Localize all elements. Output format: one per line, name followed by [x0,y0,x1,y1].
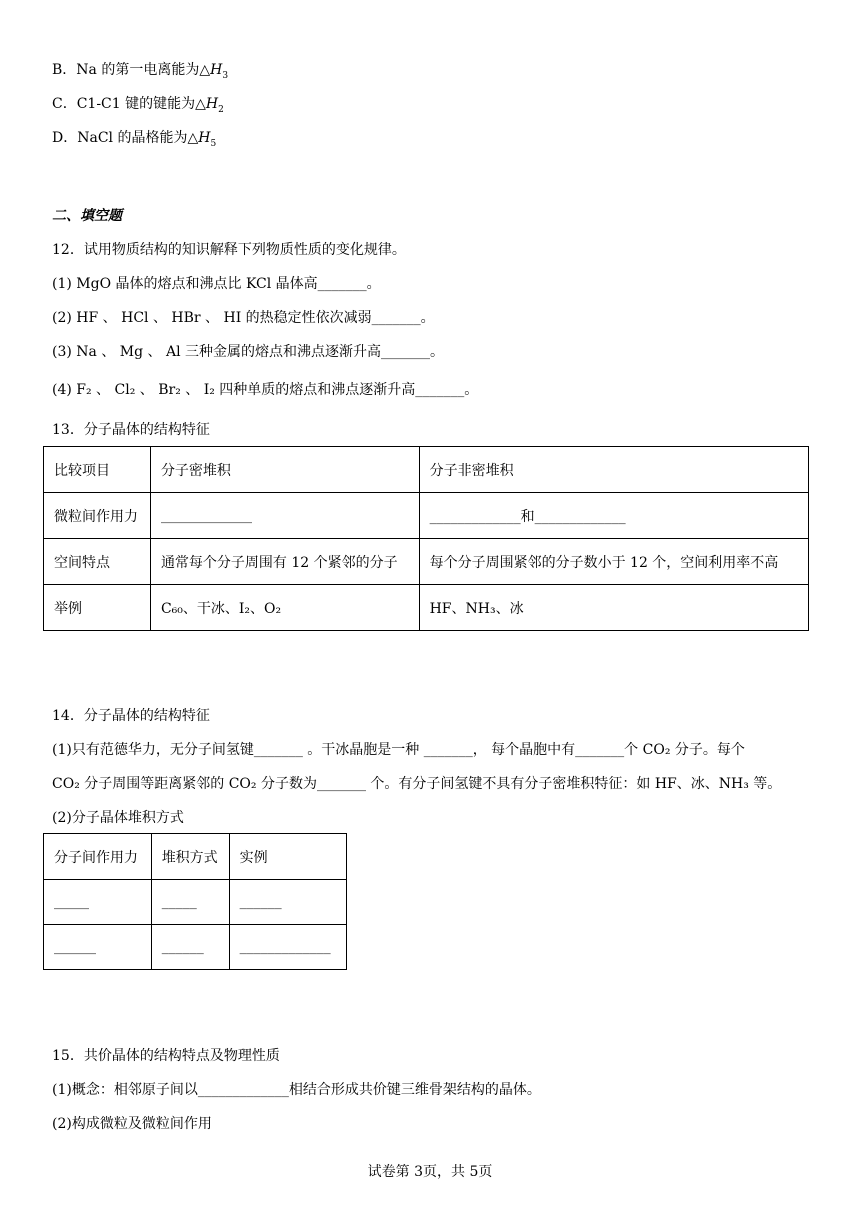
table-row [44,880,347,925]
table-cell: HF、NH₃、冰 [419,585,808,631]
table-cell: ______ [151,925,229,970]
table-header-row [44,834,347,880]
q14-line-2: CO₂ 分子周围等距离紧邻的 CO₂ 分子数为_______ 个。有分子间氢键不具有分子密堆积特征：如 HF、冰、NH₃ 等。 [52,776,782,792]
q14-stem: 14．分子晶体的结构特征 [52,708,210,724]
q14-line-1: (1)只有范德华力，无分子间氢键_______ 。干冰晶胞是一种 _______， 每个晶胞中有_______个 CO₂ 分子。每个 [52,742,745,758]
option-d: D．NaCl 的晶格能为$\triangle H_5$ [52,130,217,149]
table-header-cell: 实例 [229,834,346,880]
table-cell: ______ [229,880,346,925]
table-header-cell: 堆积方式 [151,834,229,880]
q12-item-1: (1) MgO 晶体的熔点和沸点比 KCl 晶体高_______。 [52,276,381,292]
table-row [44,585,809,631]
table-cell: 通常每个分子周围有 12 个紧邻的分子 [150,539,419,585]
q15-stem: 15．共价晶体的结构特点及物理性质 [52,1048,280,1064]
table-cell: _____________和_____________ [419,493,808,539]
q14-line-3: (2)分子晶体堆积方式 [52,810,184,826]
table-header-cell: 比较项目 [44,447,151,493]
q13-stem: 13．分子晶体的结构特征 [52,422,210,438]
table-header-cell: 分子非密堆积 [419,447,808,493]
table-header-cell: 分子密堆积 [150,447,419,493]
page-footer: 试卷第 3页，共 5页 [367,1164,493,1180]
q14-table [43,833,347,970]
table-row [44,925,347,970]
table-cell: _____ [44,880,152,925]
option-c: C．C1-C1 键的键能为$\triangle H_2$ [52,96,224,115]
table-header-cell: 分子间作用力 [44,834,152,880]
table-row [44,493,809,539]
q12-stem: 12．试用物质结构的知识解释下列物质性质的变化规律。 [52,242,406,258]
q13-table [43,446,809,631]
table-row [44,539,809,585]
q12-item-2: (2) HF 、 HCl 、 HBr 、 HI 的热稳定性依次减弱_______。 [52,310,435,326]
q12-item-3: (3) Na 、 Mg 、 Al 三种金属的熔点和沸点逐渐升高_______。 [52,344,445,360]
table-cell: _____________ [229,925,346,970]
q15-line-1: (1)概念：相邻原子间以_____________相结合形成共价键三维骨架结构的晶体。 [52,1082,541,1098]
q12-item-4: (4) F₂ 、 Cl₂ 、 Br₂ 、 I₂ 四种单质的熔点和沸点逐渐升高_______。 [52,382,479,398]
q15-line-2: (2)构成微粒及微粒间作用 [52,1116,212,1132]
section-title: 二、填空题 [52,208,122,224]
table-cell: _____________ [150,493,419,539]
table-cell: 空间特点 [44,539,151,585]
table-cell: C₆₀、干冰、I₂、O₂ [150,585,419,631]
option-b: B．Na 的第一电离能为$\triangle H_3$ [52,62,229,81]
table-cell: ______ [44,925,152,970]
table-header-row [44,447,809,493]
table-cell: 举例 [44,585,151,631]
table-cell: 每个分子周围紧邻的分子数小于 12 个，空间利用率不高 [419,539,808,585]
table-cell: 微粒间作用力 [44,493,151,539]
table-cell: _____ [151,880,229,925]
